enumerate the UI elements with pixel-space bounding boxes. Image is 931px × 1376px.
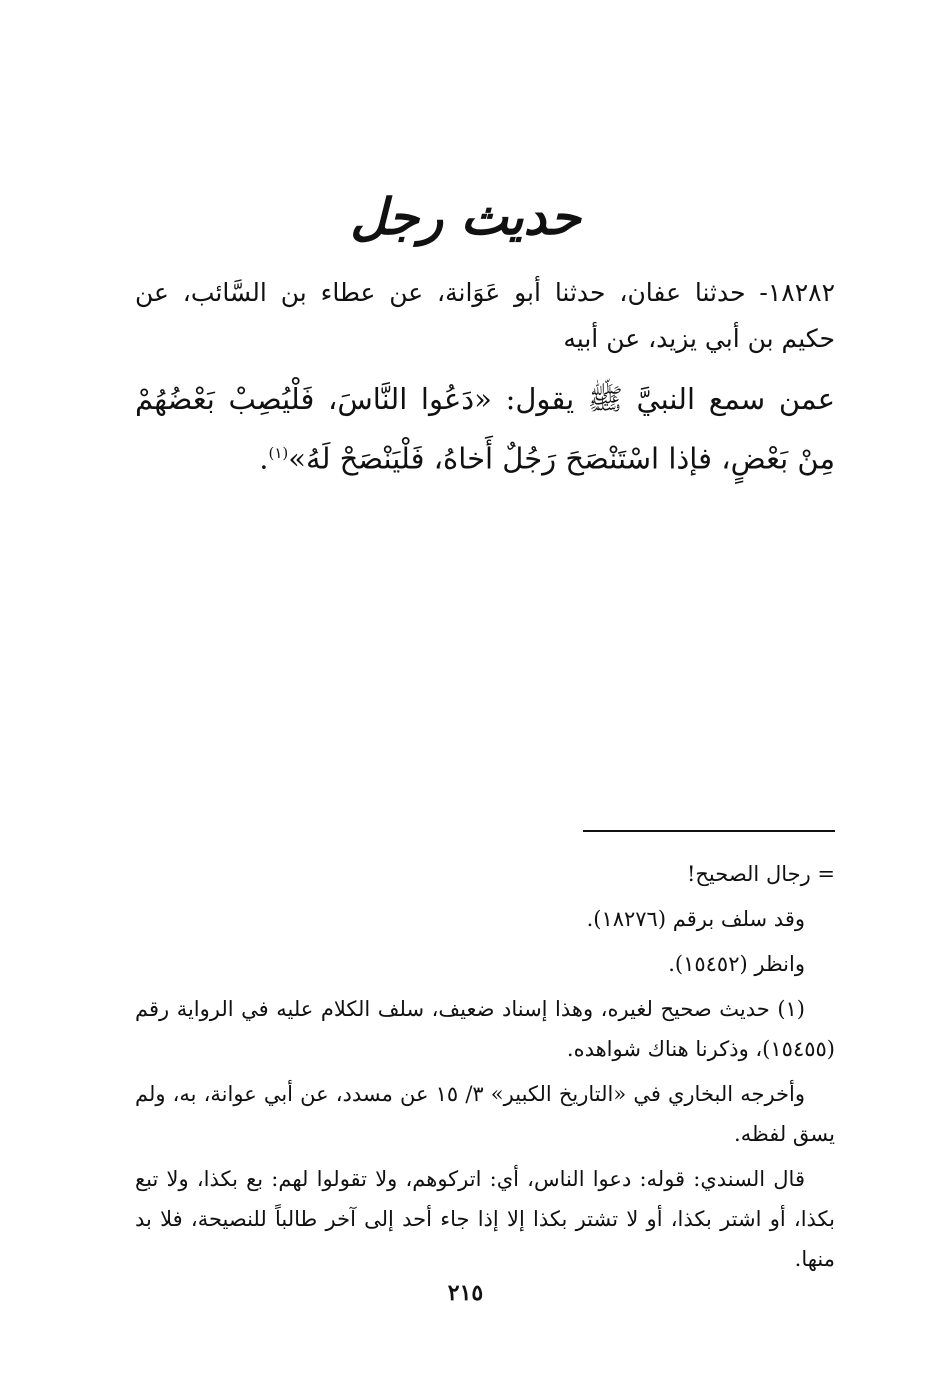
footnote-marker: (١) [268,444,289,462]
hadith-matn-end: . [259,441,269,476]
footnote-line: وأخرجه البخاري في «التاريخ الكبير» ٣/ ١٥ عن مسدد، عن أبي عوانة، به، ولم يسق لفظه. [135,1082,835,1146]
hadith-isnad: ١٨٢٨٢- حدثنا عفان، حدثنا أبو عَوَانة، عن عطاء بن السَّائب، عن حكيم بن أبي يزيد، عن أبيه [135,278,835,353]
footnote-line: وقد سلف برقم (١٨٢٧٦). [586,907,805,931]
footnotes [135,854,835,1284]
hadith-matn-block [135,372,835,486]
chapter-title: حديث رجل [350,188,581,246]
footnote-divider [583,830,835,832]
hadith-matn: عمن سمع النبيَّ ﷺ يقول: «دَعُوا النَّاسَ، فَلْيُصِبْ بَعْضُهُمْ مِنْ بَعْضٍ، فإذا اسْتَنْصَحَ رَجُلٌ أَخاهُ، فَلْيَنْصَحْ لَهُ» [135,382,835,476]
footnote-line: = رجال الصحيح! [686,862,835,886]
footnote-line: وانظر (١٥٤٥٢). [668,952,805,976]
footnote-line: (١) حديث صحيح لغيره، وهذا إسناد ضعيف، سلف الكلام عليه في الرواية رقم (١٥٤٥٥)، وذكرنا هناك شواهده. [135,997,835,1061]
footnote-line: قال السندي: قوله: دعوا الناس، أي: اتركوهم، ولا تقولوا لهم: بع بكذا، ولا تبع بكذا، أو اشتر بكذا، أو لا تشتر بكذا إلا إذا جاء أحد إلى آخر طالباً للنصيحة، فلا بد منها. [135,1167,835,1271]
page-number: ٢١٥ [447,1280,484,1306]
